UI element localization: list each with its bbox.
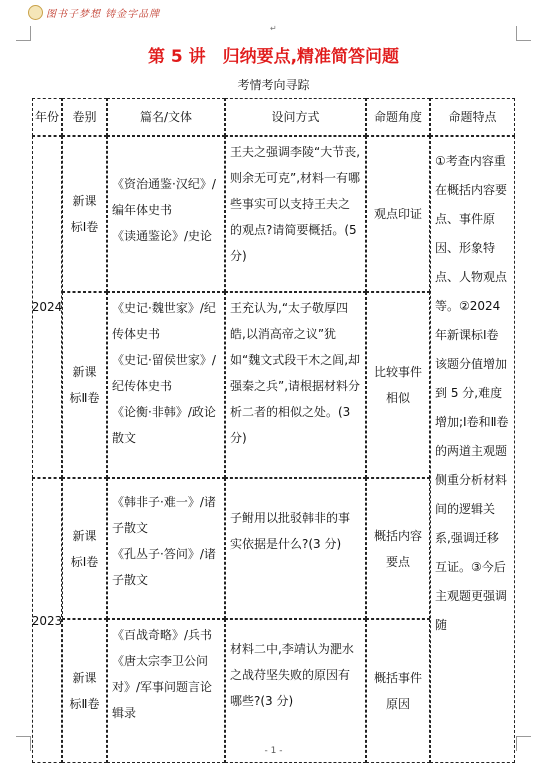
work-cell [107, 136, 225, 292]
work-item: 《史记·留侯世家》/纪传体史书 [112, 353, 216, 393]
header-work: 篇名/文体 [107, 98, 225, 136]
lesson-title: 第 5 讲 归纳要点,精准简答问题 [147, 47, 400, 67]
year-cell [32, 478, 62, 763]
angle-cell: 概括内容要点 [366, 478, 430, 619]
work-cell [107, 292, 225, 478]
work-cell [107, 619, 225, 763]
work-item: 《韩非子·难一》/诸子散文 [112, 495, 216, 535]
feature-cell: ①考查内容重在概括内容要点、事件原因、形象特点、人物观点等。②2024 年新课标Ⅰ卷该题分值增加到 5 分,难度增加;Ⅰ卷和Ⅱ卷的两道主观题侧重分析材料间的逻辑关系,强调迁移互证。③今后主观题更强调随 [430, 136, 515, 763]
paper-cell: 新课标Ⅰ卷 [62, 136, 107, 292]
header-year: 年份 [32, 98, 62, 136]
work-item: 《百战奇略》/兵书 [112, 628, 213, 642]
year-label: 2023 [31, 613, 63, 628]
header-feature: 命题特点 [430, 98, 515, 136]
work-item: 《唐太宗李卫公问对》/军事问题言论辑录 [112, 654, 213, 720]
brand-logo-icon [28, 5, 43, 20]
angle-cell: 比较事件相似 [366, 292, 430, 478]
paper-cell: 新课标Ⅰ卷 [62, 478, 107, 619]
question-cell: 王充认为,“太子敬厚四皓,以消高帝之议”犹如“魏文式段干木之闾,却强秦之兵”,请根据材料分析二者的相似之处。(3 分) [225, 292, 366, 478]
section-subtitle: 考情考向寻踪 [237, 78, 310, 92]
work-cell [107, 478, 225, 619]
header-slogan: 图书子梦想 铸金字品牌 [46, 9, 161, 20]
work-item: 《论衡·非韩》/政论散文 [112, 405, 216, 445]
year-cell [32, 136, 62, 478]
header-question: 设问方式 [225, 98, 366, 136]
year-label: 2024 [31, 300, 63, 314]
question-cell: 王夫之强调李陵“大节丧,则余无可克”,材料一有哪些事实可以支持王夫之的观点?请简要概括。(5 分) [225, 136, 366, 292]
header-angle: 命题角度 [366, 98, 430, 136]
paper-cell: 新课标Ⅱ卷 [62, 292, 107, 478]
corner-mark-top-left [16, 26, 31, 41]
corner-mark-top-right [516, 26, 531, 41]
angle-cell: 观点印证 [366, 136, 430, 292]
question-cell: 子鲋用以批驳韩非的事实依据是什么?(3 分) [225, 478, 366, 619]
exam-analysis-table [32, 98, 515, 763]
work-item: 《资治通鉴·汉纪》/编年体史书 [112, 177, 216, 217]
paragraph-mark-icon: ↵ [270, 24, 277, 33]
page-number: - 1 - [264, 746, 283, 756]
paper-cell: 新课标Ⅱ卷 [62, 619, 107, 763]
work-item: 《读通鉴论》/史论 [112, 229, 213, 243]
work-item: 《史记·魏世家》/纪传体史书 [112, 301, 216, 341]
angle-cell: 概括事件原因 [366, 619, 430, 763]
header-paper: 卷别 [62, 98, 107, 136]
work-item: 《孔丛子·答问》/诸子散文 [112, 547, 216, 587]
question-cell: 材料二中,李靖认为淝水之战苻坚失败的原因有哪些?(3 分) [225, 619, 366, 763]
